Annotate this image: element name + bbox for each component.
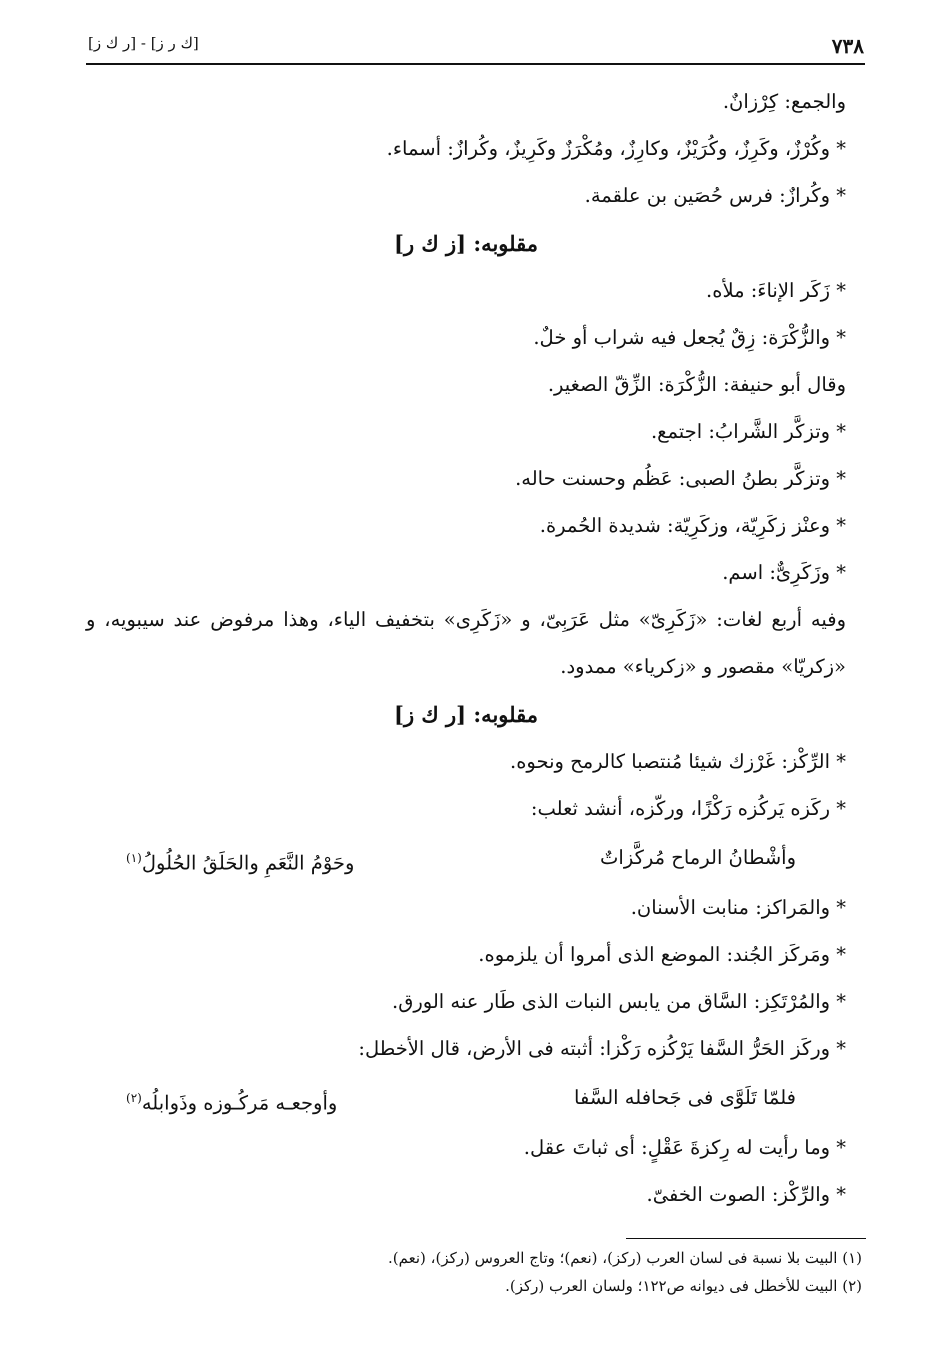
main-text — [86, 78, 846, 1218]
verse-second-hemistich — [126, 1072, 337, 1124]
header-rule — [86, 63, 865, 65]
text-line: * وتزكَّر بطنُ الصبى: عَظُم وحسنت حاله. — [515, 467, 846, 490]
text-line: * وكُرازٌ: فرس حُصَين بن علقمة. — [584, 184, 846, 207]
text-line: * وما رأيت له رِكزةَ عَقْلٍ: أى ثباتَ عقل. — [523, 1136, 846, 1159]
text-line: * وركَز الحَرُّ السَّفا يَرْكُزه رَكْزا: أثبته فى الأرض، قال الأخطل: — [358, 1037, 846, 1060]
verse-second-hemistich — [126, 832, 354, 884]
paragraph: وفيه أربع لغات: «زَكَرِىّ» مثل عَرَبِىّ، و «زَكَرِى» بتخفيف الياء، وهذا مرفوض عند سيبويه، و «زكريّا» مقصور و «زكرياء» ممدود. — [86, 608, 846, 678]
footnote: (٢) البيت للأخطل فى ديوانه ص١٢٢؛ ولسان العرب (ركز). — [505, 1277, 862, 1295]
verse-line — [86, 832, 846, 884]
text-line: * وزَكَرِىٌّ: اسم. — [722, 561, 846, 584]
footnote-ref: (١) — [126, 851, 142, 865]
running-head: [ك ر ز] - [ر ك ز] — [88, 34, 199, 52]
verse-first-hemistich: وأشْطانُ الرماح مُركَّزاتٌ — [600, 846, 796, 869]
verse-line — [86, 1072, 846, 1124]
section-heading: مقلوبه: [ر ك ز] — [394, 702, 538, 727]
text-line: * والزُّكْرَة: زِقٌ يُجعل فيه شراب أو خلٌ. — [533, 326, 846, 349]
text-line: * ومَركَز الجُند: الموضع الذى أمروا أن يلزموه. — [478, 943, 846, 966]
text-line: * ركَزه يَركُزه رَكْزًا، وركّزه، أنشد ثعلب: — [530, 797, 846, 820]
verse-second-text: وحَوْمُ النَّعَمِ والحَلَقُ الحُلُولُ — [141, 851, 355, 875]
text-line: * الرِّكْز: غَرْزك شيئا مُنتصبا كالرمح ونحوه. — [510, 750, 846, 773]
text-line: * وعنْز زكَرِيّة، وزكَرِيّة: شديدة الحُمرة. — [539, 514, 846, 537]
page-number: ٧٣٨ — [831, 34, 864, 58]
text-line: * وكُرْزٌ، وكَرِزٌ، وكُرَيْزٌ، وكارِزٌ، ومُكْرَزٌ وكَرِيزٌ، وكُرازٌ: أسماء. — [386, 137, 846, 160]
text-line: * والرِّكْز: الصوت الخفىّ. — [646, 1183, 846, 1206]
text-line: * وتزكَّر الشَّرابُ: اجتمع. — [650, 420, 846, 443]
footnote-rule — [626, 1238, 866, 1239]
footnote: (١) البيت بلا نسبة فى لسان العرب (ركز)، (نعم)؛ وتاج العروس (ركز)، (نعم). — [388, 1249, 862, 1267]
verse-second-text: وأوجعـه مَركُـوزه وذَوابلُه — [141, 1091, 338, 1115]
text-line: * والمُرْتَكِز: السَّاق من يابس النبات الذى طَار عنه الورق. — [392, 990, 846, 1013]
footnotes — [86, 1244, 862, 1300]
page-header — [88, 30, 864, 60]
verse-first-hemistich: فلمّا تَلَوَّى فى جَحافله السَّفا — [574, 1086, 796, 1109]
text-line: والجمع: كِرْزانٌ. — [722, 90, 846, 113]
text-line: وقال أبو حنيفة: الزُّكْرَة: الزِّقّ الصغير. — [547, 373, 846, 396]
text-line: * والمَراكز: منابت الأسنان. — [630, 896, 846, 919]
text-line: * زَكَر الإناءَ: ملأه. — [706, 279, 846, 302]
section-heading: مقلوبه: [ز ك ر] — [394, 231, 538, 256]
footnote-ref: (٢) — [126, 1091, 142, 1105]
